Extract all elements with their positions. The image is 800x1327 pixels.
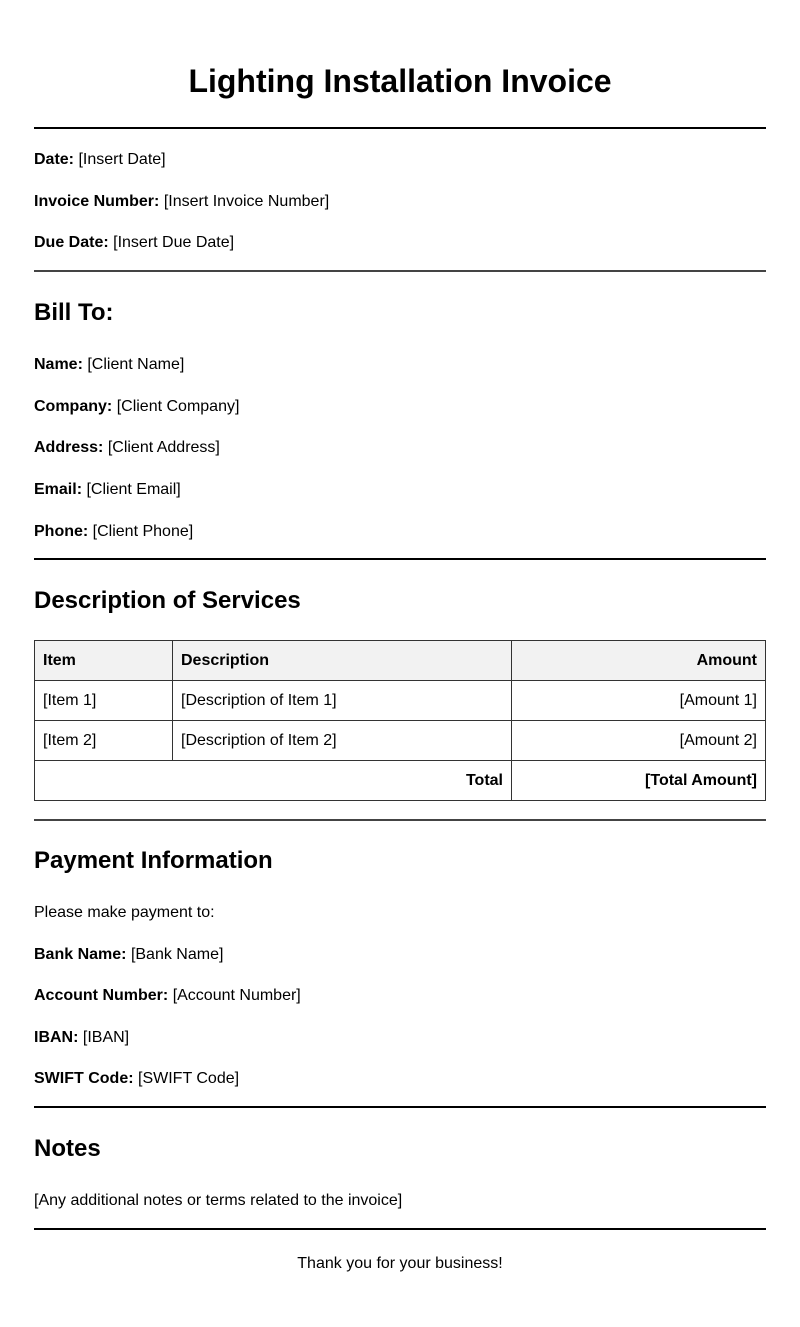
client-company-label: Company: <box>34 398 113 415</box>
amount-cell: [Amount 1] <box>512 681 766 721</box>
bank-name-label: Bank Name: <box>34 946 127 963</box>
services-table <box>34 640 766 801</box>
iban-label: IBAN: <box>34 1029 79 1046</box>
notes-text: [Any additional notes or terms related to the invoice] <box>34 1192 403 1209</box>
notes-heading: Notes <box>34 1135 101 1162</box>
column-header-amount: Amount <box>512 641 766 681</box>
account-number-field <box>34 986 301 1006</box>
client-email-value: [Client Email] <box>86 481 181 498</box>
client-phone-label: Phone: <box>34 523 89 540</box>
bill-to-heading: Bill To: <box>34 299 114 326</box>
total-amount: [Total Amount] <box>512 761 766 801</box>
due-date-value: [Insert Due Date] <box>113 234 235 251</box>
invoice-title: Lighting Installation Invoice <box>188 63 612 99</box>
table-row <box>35 721 766 761</box>
due-date-field <box>34 233 234 253</box>
invoice-number-value: [Insert Invoice Number] <box>163 193 330 210</box>
services-heading: Description of Services <box>34 587 301 614</box>
divider-services <box>34 819 766 821</box>
payment-heading: Payment Information <box>34 847 273 874</box>
account-number-label: Account Number: <box>34 987 169 1004</box>
payment-intro: Please make payment to: <box>34 904 215 921</box>
swift-code-field <box>34 1069 239 1089</box>
client-email-field <box>34 480 181 500</box>
iban-value: [IBAN] <box>82 1029 130 1046</box>
divider-meta <box>34 270 766 272</box>
client-email-label: Email: <box>34 481 83 498</box>
column-header-description: Description <box>173 641 512 681</box>
services-header-row <box>35 641 766 681</box>
item-cell: [Item 1] <box>35 681 173 721</box>
divider-payment <box>34 1106 766 1108</box>
divider-notes <box>34 1228 766 1230</box>
item-cell: [Item 2] <box>35 721 173 761</box>
total-label: Total <box>35 761 512 801</box>
divider-title <box>34 127 766 129</box>
date-value: [Insert Date] <box>78 151 166 168</box>
date-label: Date: <box>34 151 75 168</box>
client-phone-field <box>34 522 193 542</box>
thank-you-message: Thank you for your business! <box>297 1255 503 1272</box>
account-number-value: [Account Number] <box>172 987 301 1004</box>
due-date-label: Due Date: <box>34 234 109 251</box>
description-cell: [Description of Item 1] <box>173 681 512 721</box>
client-phone-value: [Client Phone] <box>92 523 194 540</box>
bank-name-field <box>34 945 223 965</box>
column-header-item: Item <box>35 641 173 681</box>
client-company-field <box>34 397 239 417</box>
total-row <box>35 761 766 801</box>
divider-bill-to <box>34 558 766 560</box>
invoice-number-field <box>34 192 329 212</box>
client-company-value: [Client Company] <box>116 398 240 415</box>
bank-name-value: [Bank Name] <box>130 946 224 963</box>
swift-code-label: SWIFT Code: <box>34 1070 134 1087</box>
client-name-label: Name: <box>34 356 83 373</box>
client-address-value: [Client Address] <box>107 439 220 456</box>
client-address-field <box>34 438 220 458</box>
iban-field <box>34 1028 129 1048</box>
date-field <box>34 150 166 170</box>
client-address-label: Address: <box>34 439 104 456</box>
invoice-number-label: Invoice Number: <box>34 193 160 210</box>
amount-cell: [Amount 2] <box>512 721 766 761</box>
client-name-field <box>34 355 184 375</box>
table-row <box>35 681 766 721</box>
swift-code-value: [SWIFT Code] <box>138 1070 240 1087</box>
client-name-value: [Client Name] <box>87 356 185 373</box>
description-cell: [Description of Item 2] <box>173 721 512 761</box>
